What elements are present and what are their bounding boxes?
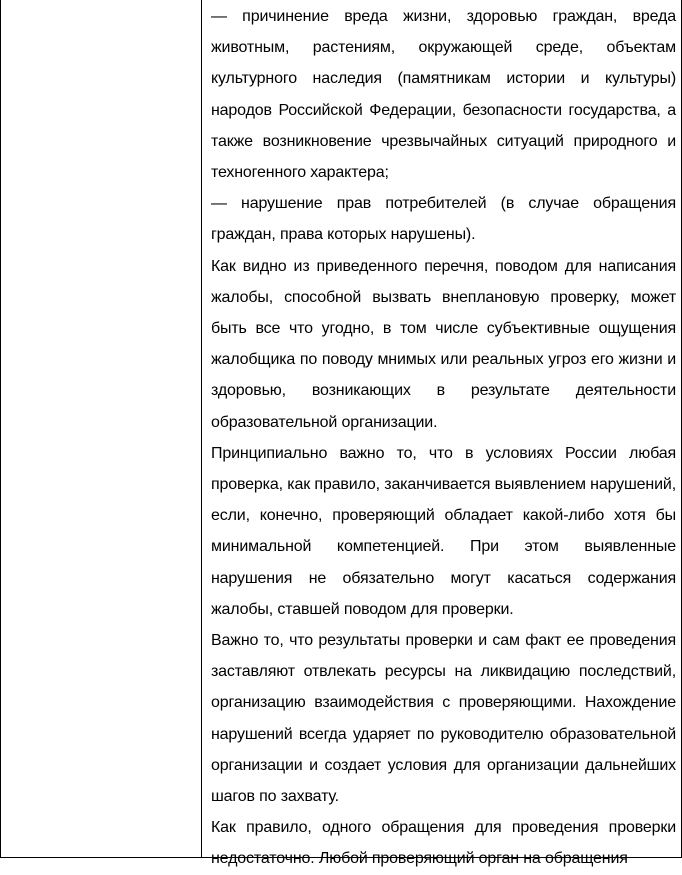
table-right-cell xyxy=(202,0,681,868)
cell-text-block xyxy=(211,1,676,875)
paragraph-multiple-appeals: Как правило, одного обращения для проведения проверки недостаточно. Любой проверяющий орган на обращения xyxy=(211,819,676,868)
paragraph-inspection-consequences: Важно то, что результаты проверки и сам факт ее проведения заставляют отвлекать ресурсы на ликвидацию последствий, организацию взаимодействия с проверяющими. Нахождение нарушений всегда ударяет по руководителю образовательной организации и создает условия для организации дальнейших шагов по захвату. xyxy=(211,632,676,806)
paragraph-inspection-violations: Принципиально важно то, что в условиях России любая проверка, как правило, заканчивается выявлением нарушений, если, конечно, проверяющий обладает какой-либо хотя бы минимальной компетенцией. При этом выявленные нарушения не обязательно могут касаться содержания жалобы, ставшей поводом для проверки. xyxy=(211,444,676,618)
table-left-cell xyxy=(1,0,202,857)
paragraph-complaint-reasons: Как видно из приведенного перечня, поводом для написания жалобы, способной вызвать внеплановую проверку, может быть все что угодно, в том числе субъективные ощущения жалобщика по поводу мнимых или реальных угроз его жизни и здоровью, возникающих в результате деятельности образовательной организации. xyxy=(211,257,676,431)
paragraph-harm-list-item: — причинение вреда жизни, здоровью граждан, вреда животным, растениям, окружающей среде, объектам культурного наследия (памятникам истории и культуры) народов Российской Федерации, безопасности государства, а также возникновение чрезвычайных ситуаций природного и техногенного характера; xyxy=(211,8,676,182)
paragraph-consumer-rights-item: — нарушение прав потребителей (в случае обращения граждан, права которых нарушены). xyxy=(211,195,676,244)
